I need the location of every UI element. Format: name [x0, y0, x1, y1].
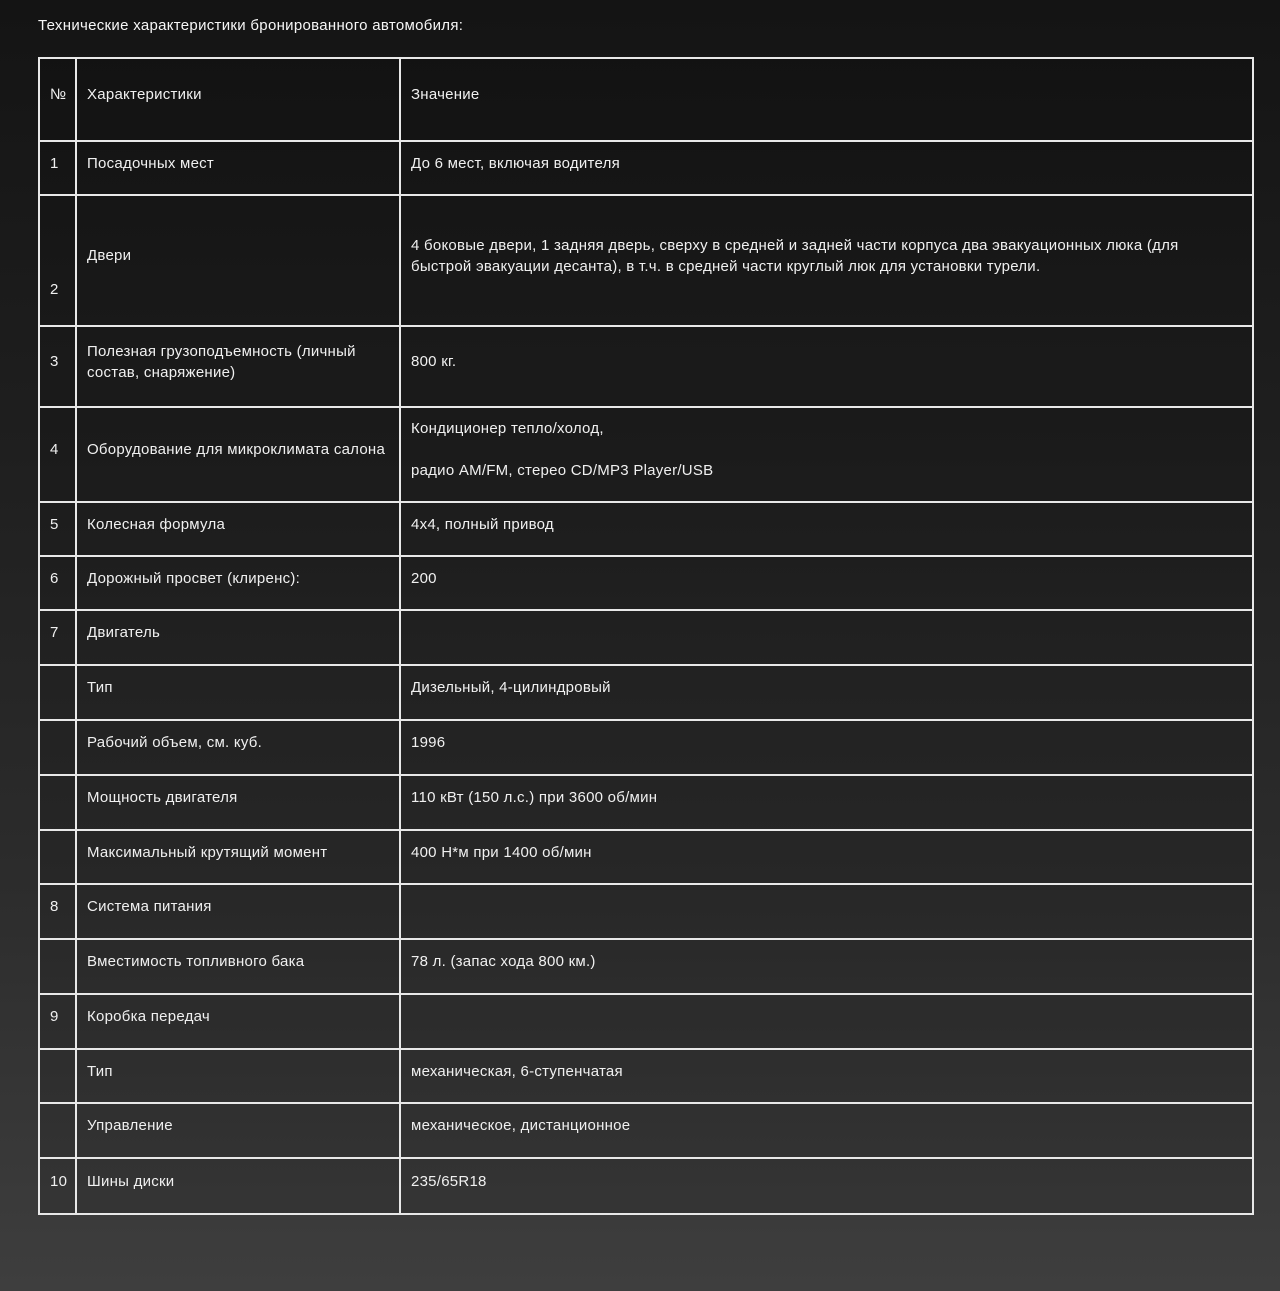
row-number-cell — [39, 1103, 76, 1158]
characteristic-cell: Двери — [76, 195, 400, 326]
value-cell — [400, 939, 1253, 994]
value-cell — [400, 994, 1253, 1049]
table-row — [39, 1158, 1253, 1214]
value-cell — [400, 610, 1253, 665]
value-cell — [400, 1158, 1253, 1214]
characteristic-cell: Тип — [76, 1049, 400, 1103]
table-row — [39, 407, 1253, 502]
row-number-cell — [39, 830, 76, 884]
specs-table-body — [39, 141, 1253, 1214]
row-number-cell — [39, 939, 76, 994]
value-paragraph: 4 боковые двери, 1 задняя дверь, сверху в средней и задней части корпуса два эвакуационных люка (для быстрой эвакуации десанта), в т.ч. в средней части круглый люк для установки турели. — [411, 236, 1179, 275]
value-paragraph: 110 кВт (150 л.с.) при 3600 об/мин — [411, 789, 658, 806]
value-paragraph: радио AM/FM, стерео CD/MP3 Player/USB — [411, 462, 714, 479]
header-cell-characteristic: Характеристики — [76, 58, 400, 141]
row-number-cell: 1 — [39, 141, 76, 195]
value-paragraph: 1996 — [411, 734, 446, 751]
row-number-cell — [39, 775, 76, 830]
table-row — [39, 326, 1253, 407]
characteristic-cell: Максимальный крутящий момент — [76, 830, 400, 884]
value-cell — [400, 326, 1253, 407]
row-number-cell: 8 — [39, 884, 76, 939]
row-number-cell: 6 — [39, 556, 76, 610]
characteristic-cell: Полезная грузоподъемность (личный состав, снаряжение) — [76, 326, 400, 407]
value-cell — [400, 665, 1253, 720]
characteristic-cell: Шины диски — [76, 1158, 400, 1214]
value-paragraph: 400 Н*м при 1400 об/мин — [411, 843, 592, 861]
characteristic-cell: Колесная формула — [76, 502, 400, 556]
value-paragraph: 235/65R18 — [411, 1172, 487, 1190]
row-number-cell: 4 — [39, 407, 76, 502]
table-row — [39, 994, 1253, 1049]
table-row — [39, 884, 1253, 939]
characteristic-cell: Коробка передач — [76, 994, 400, 1049]
value-paragraph: 4х4, полный привод — [411, 515, 554, 533]
value-paragraph: Дизельный, 4-цилиндровый — [411, 679, 611, 696]
value-paragraph: До 6 мест, включая водителя — [411, 154, 620, 172]
characteristic-cell: Система питания — [76, 884, 400, 939]
value-cell — [400, 407, 1253, 502]
value-cell — [400, 830, 1253, 884]
value-cell — [400, 1103, 1253, 1158]
value-cell — [400, 141, 1253, 195]
characteristic-cell: Дорожный просвет (клиренс): — [76, 556, 400, 610]
table-row — [39, 939, 1253, 994]
value-cell — [400, 502, 1253, 556]
characteristic-cell: Оборудование для микроклимата салона — [76, 407, 400, 502]
table-row — [39, 1103, 1253, 1158]
value-cell — [400, 195, 1253, 326]
specs-table — [38, 57, 1254, 1215]
value-cell — [400, 775, 1253, 830]
row-number-cell: 7 — [39, 610, 76, 665]
value-paragraph: Кондиционер тепло/холод, — [411, 420, 604, 437]
table-row — [39, 1049, 1253, 1103]
row-number-cell: 5 — [39, 502, 76, 556]
row-number-cell: 9 — [39, 994, 76, 1049]
table-row — [39, 502, 1253, 556]
table-row — [39, 720, 1253, 775]
value-paragraph: 78 л. (запас хода 800 км.) — [411, 953, 596, 970]
value-paragraph: 800 кг. — [411, 353, 457, 370]
table-row — [39, 556, 1253, 610]
table-row — [39, 610, 1253, 665]
row-number-cell: 2 — [39, 195, 76, 326]
characteristic-cell: Посадочных мест — [76, 141, 400, 195]
table-row — [39, 195, 1253, 326]
characteristic-cell: Двигатель — [76, 610, 400, 665]
characteristic-cell: Мощность двигателя — [76, 775, 400, 830]
row-number-cell — [39, 665, 76, 720]
row-number-cell — [39, 1049, 76, 1103]
value-cell — [400, 720, 1253, 775]
value-paragraph: 200 — [411, 569, 437, 587]
header-cell-num: № — [39, 58, 76, 141]
table-row — [39, 665, 1253, 720]
page-title: Технические характеристики бронированного автомобиля: — [38, 17, 464, 34]
table-row — [39, 775, 1253, 830]
characteristic-cell: Управление — [76, 1103, 400, 1158]
value-cell — [400, 1049, 1253, 1103]
value-paragraph: механическая, 6-ступенчатая — [411, 1062, 623, 1080]
header-cell-value: Значение — [400, 58, 1253, 141]
row-number-cell: 3 — [39, 326, 76, 407]
value-cell — [400, 556, 1253, 610]
characteristic-cell: Рабочий объем, см. куб. — [76, 720, 400, 775]
table-row — [39, 830, 1253, 884]
row-number-cell: 10 — [39, 1158, 76, 1214]
value-cell — [400, 884, 1253, 939]
value-paragraph: механическое, дистанционное — [411, 1117, 631, 1134]
characteristic-cell: Вместимость топливного бака — [76, 939, 400, 994]
characteristic-cell: Тип — [76, 665, 400, 720]
table-row — [39, 141, 1253, 195]
header-row — [39, 58, 1253, 141]
row-number-cell — [39, 720, 76, 775]
